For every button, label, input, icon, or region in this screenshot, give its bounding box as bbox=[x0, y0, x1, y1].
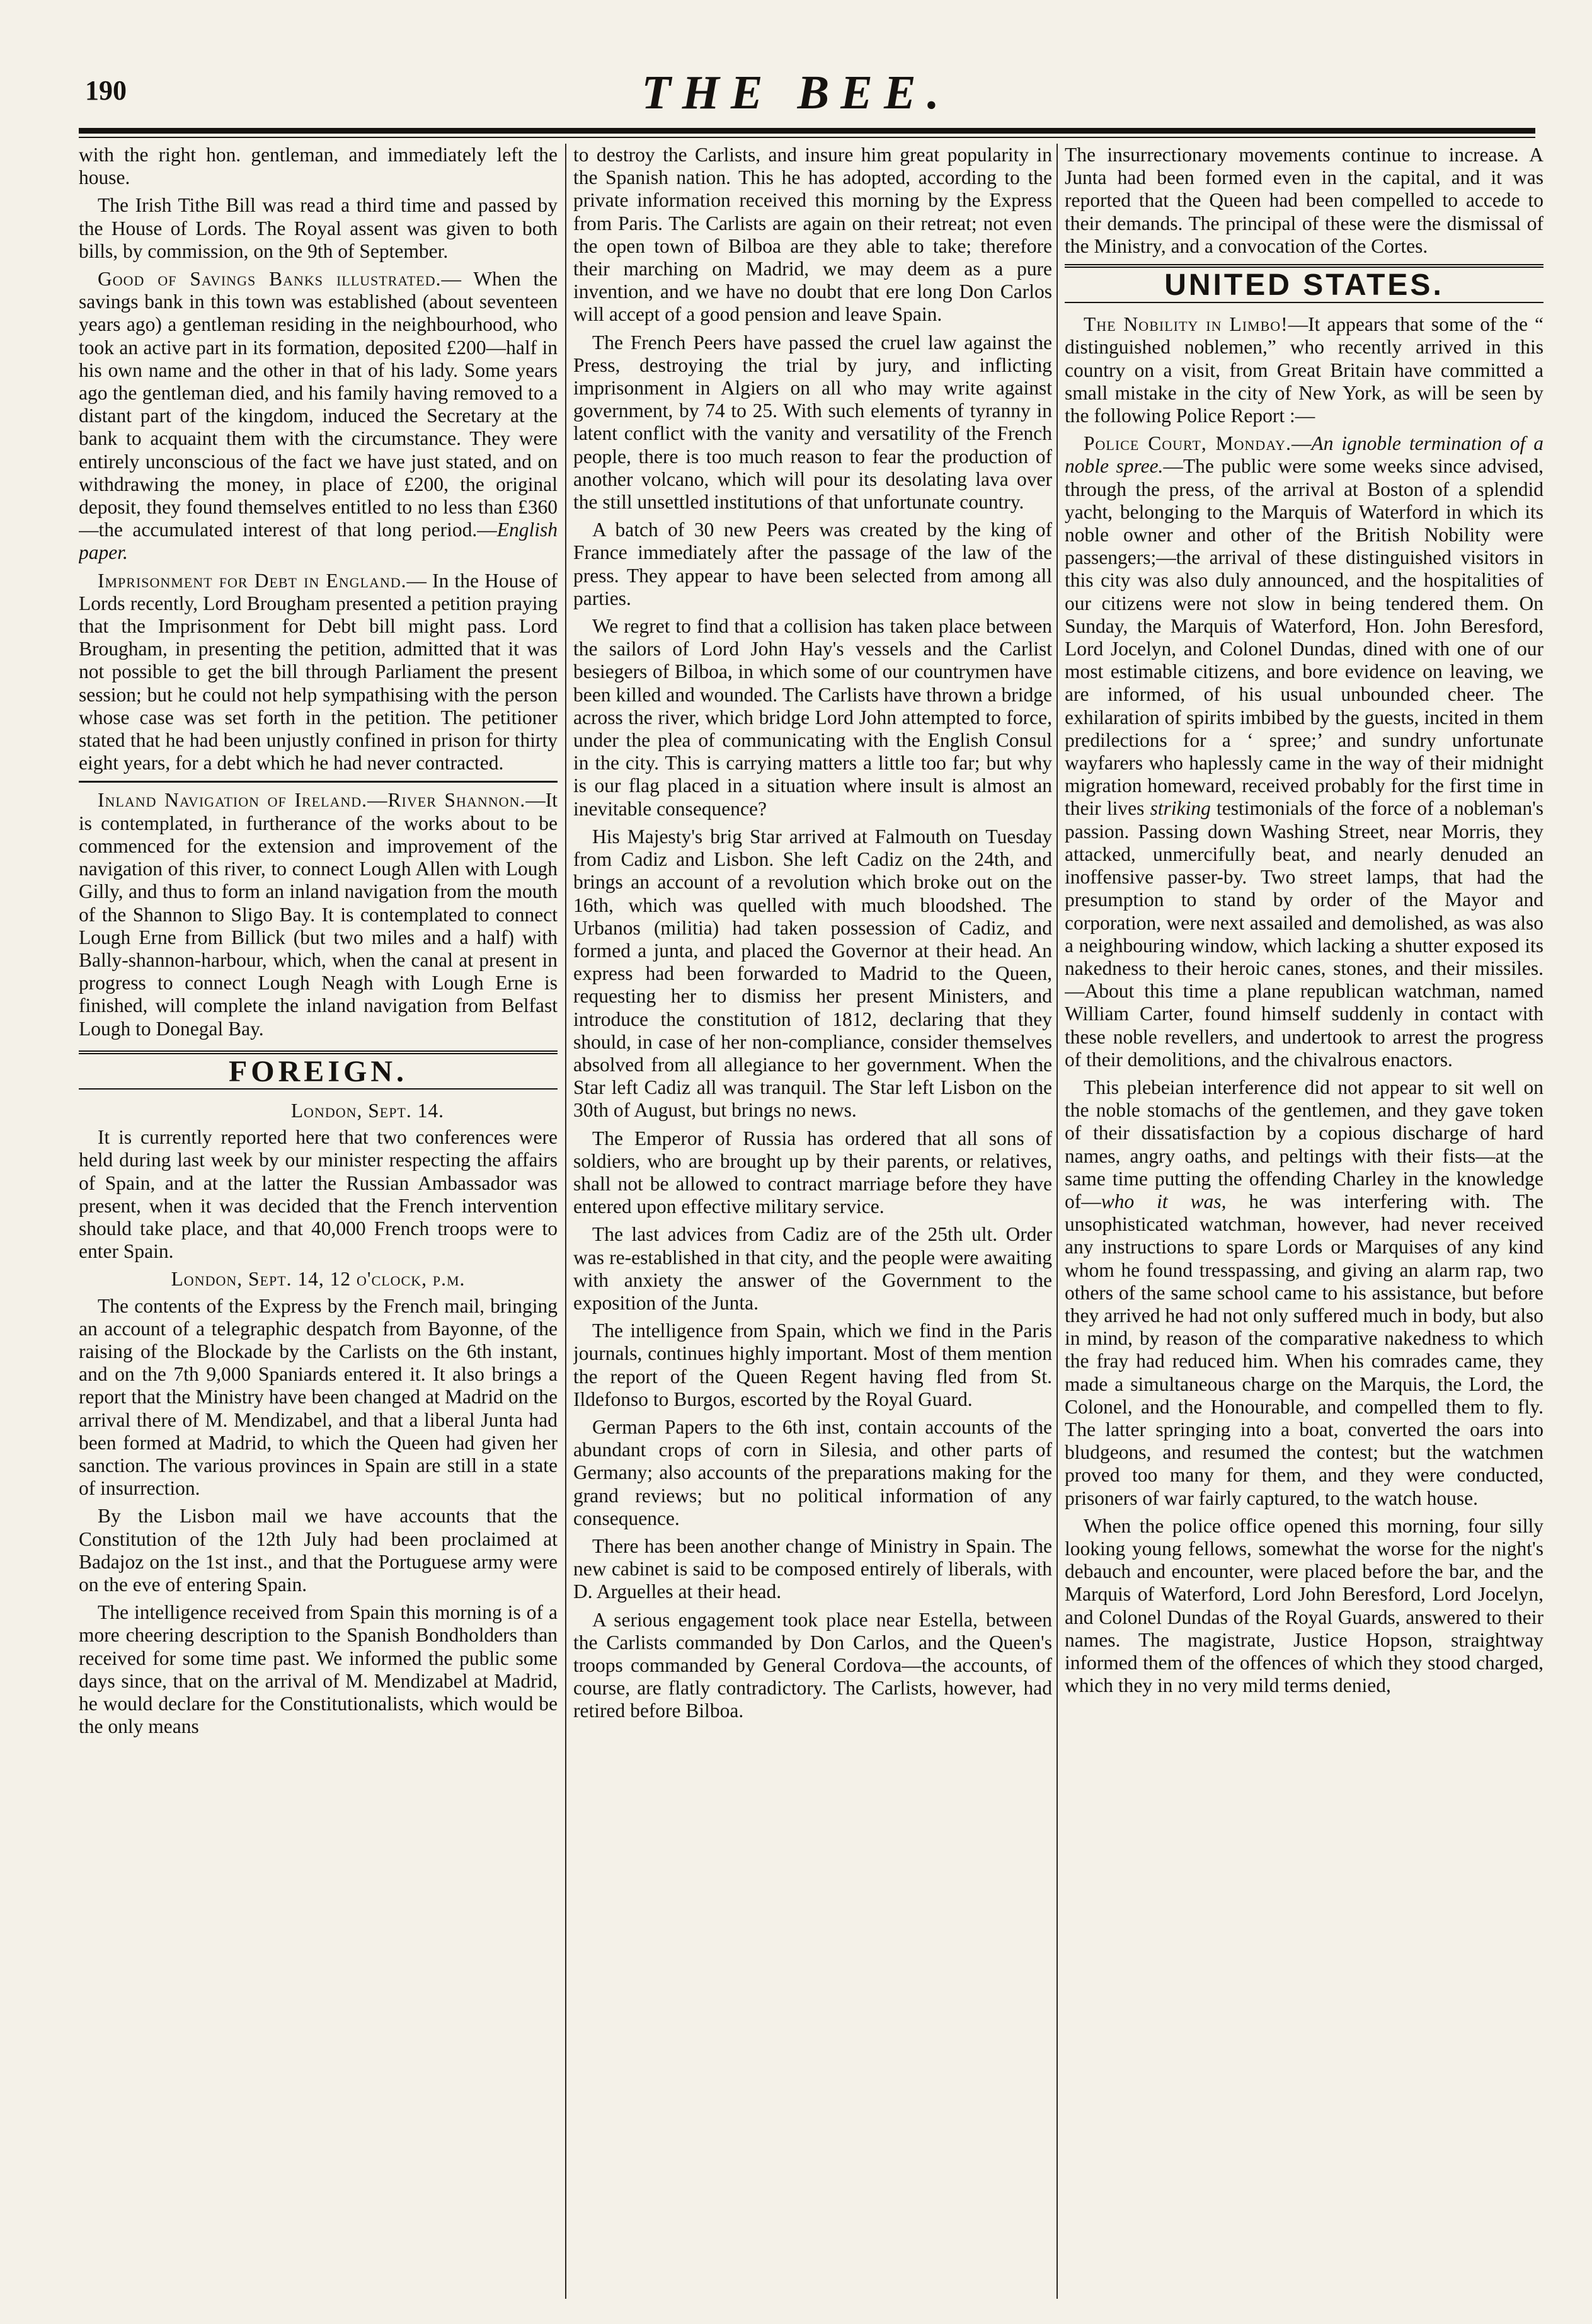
article-paragraph: The French Peers have passed the cruel law against the Press, destroying the trial by jury, and inflicting imprisonment in Algiers on all who may write against government, by 74 to 25. With such elements of tyranny in latent conflict with the vanity and versatility of the French people, there is too much reason to fear the production of another volcano, which will pour its desolating lava over the still unsettled institutions of that unfortunate country. bbox=[573, 331, 1052, 514]
section-heading-foreign: FOREIGN. bbox=[79, 1050, 558, 1090]
header-rule-thick bbox=[79, 128, 1535, 134]
article-emphasis: who it was, bbox=[1101, 1190, 1227, 1212]
article-paragraph: The last advices from Cadiz are of the 25th ult. Order was re-established in that city, and the people were awaiting with anxiety the answer of the Government to the exposition of the Junta. bbox=[573, 1223, 1052, 1314]
article-headline: Good of Savings Banks illustrated. bbox=[98, 268, 442, 290]
article-paragraph bbox=[79, 570, 558, 775]
article-paragraph: German Papers to the 6th inst, contain accounts of the abundant crops of corn in Silesia, and other parts of Germany; also accounts of the preparations making for the grand reviews; but no political information of any consequence. bbox=[573, 1415, 1052, 1529]
article-paragraph: His Majesty's brig Star arrived at Falmouth on Tuesday from Cadiz and Lisbon. She left Cadiz on the 24th, and brings an account of a revolution which broke out on the 16th, which was quelled with much bloodshed. The Urbanos (militia) had taken possession of Cadiz, and formed a junta, and placed the Governor at their head. An express had been forwarded to Madrid to the Queen, requesting her to dismiss her present Ministers, and introduce the constitution of 1812, declaring that they should, in case of her non-compliance, consider themselves absolved from all allegiance to her government. When the Star left Cadiz all was tranquil. The Star left Lisbon on the 30th of August, but brings no news. bbox=[573, 825, 1052, 1122]
article-paragraph bbox=[1065, 313, 1543, 427]
article-emphasis: striking bbox=[1150, 797, 1211, 820]
article-body: This plebeian interference did not appear to sit well on the noble stomachs of the gentlemen, and they gave token of their dissatisfaction by a copious discharge of hard names, angry oaths, and peltings with their fists—at the same time putting the offending Charley in the knowledge of— bbox=[1065, 1076, 1543, 1212]
article-paragraph: The insurrectionary movements continue to increase. A Junta had been formed even in the capital, and it was reported that the Queen had been compelled to accede to their demands. The principal of these were the dismissal of the Ministry, and a convocation of the Cortes. bbox=[1065, 144, 1543, 257]
article-body: — In the House of Lords recently, Lord Brougham presented a petition praying that the Imprisonment for Debt bill might pass. Lord Brougham, in presenting the petition, admitted that it was not possible to get the bill through Parliament the present session; but he could not help sympathising with the person whose case was set forth in the petition. The petitioner stated that he had been unjustly confined in prison for thirty eight years, for a debt which he had never contracted. bbox=[79, 569, 558, 774]
page-number: 190 bbox=[85, 75, 127, 106]
article-headline: Imprisonment for Debt in England. bbox=[98, 569, 407, 592]
article-paragraph: The intelligence from Spain, which we find in the Paris journals, continues highly important. Most of them mention the report of the Queen Regent having fled from St. Ildefonso to Burgos, escorted by the Royal Guard. bbox=[573, 1320, 1052, 1410]
column-3 bbox=[1065, 144, 1543, 2299]
article-subhead: An ignoble termination of a noble spree. bbox=[1065, 432, 1543, 478]
article-paragraph: There has been another change of Ministry in Spain. The new cabinet is said to be composed entirely of liberals, with D. Arguelles at their head. bbox=[573, 1534, 1052, 1603]
article-headline: Inland Navigation of Ireland.—River Shannon. bbox=[98, 789, 526, 812]
article-paragraph: The Irish Tithe Bill was read a third time and passed by the House of Lords. The Royal assent was given to both bills, by commission, on the 9th of September. bbox=[79, 194, 558, 262]
article-paragraph: A serious engagement took place near Estella, between the Carlists commanded by Don Carlos, and the Queen's troops commanded by General Cordova—the accounts, of course, are flatly contradictory. The Carlists, however, had retired before Bilboa. bbox=[573, 1608, 1052, 1722]
article-paragraph bbox=[1065, 1076, 1543, 1510]
article-paragraph: Police Court, Monday.—An ignoble termination of a noble spree.—The public were some weeks since advised, through the press, of the arrival at Boston of a splendid yacht, belonging to the Marquis of Waterford in which its noble owner and other of the British Nobility were passengers;—the arrival of these distinguished visitors in this city was also duly announced, and the hospitalities of our citizens were not slow in being tendered them. On Sunday, the Marquis of Waterford, Hon. John Beresford, Lord Jocelyn, and Colonel Dundas, dined with one of our most estimable citizens, and bore evidence on leaving, we are informed, of his usual unbounded cheer. The exhilaration of spirits imbibed by the guests, incited in them predilections for a ‘ spree;’ and sundry unfortunate wayfarers who haplessly came in the way of their midnight migration homeward, received probably for the first time in their lives striking testimonials of the force of a nobleman's passion. Passing down Washing Street, near Morris, they attacked, unmercifully beat, and nearly denuded an inoffensive passer-by. Two street lamps, that had the presumption to stand by order of the Mayor and corporation, were next assailed and demolished, as was also a neighbouring window, which lacking a shutter exposed its nakedness to their heroic canes, stones, and their missiles.—About this time a plane republican watchman, named William Carter, found himself suddenly in contact with these noble revellers, and undertook to arrest the progress of their demolitions, and the chivalrous enactors. bbox=[1065, 432, 1543, 1071]
article-body: —It is contemplated, in furtherance of the works about to be commenced for the extension and improvement of the navigation of this river, to connect Lough Allen with Lough Gilly, and thus to form an inland navigation from the mouth of the Shannon to Sligo Bay. It is contemplated to connect Lough Erne from Billick (but two miles and a half) with Bally-shannon-harbour, which, when the canal at present in progress to connect Lough Neagh with Lough Erne is finished, will complete the inland navigation from Belfast Lough to Donegal Bay. bbox=[79, 789, 558, 1040]
header-rule-thin bbox=[79, 137, 1535, 138]
article-paragraph: We regret to find that a collision has taken place between the sailors of Lord John Hay's vessels and the Carlist besiegers of Bilboa, in which some of our countrymen have been killed and wounded. The Carlists have thrown a bridge across the river, which bridge Lord John attempted to force, under the plea of communicating with the English Consul in the city. This is carrying matters a little too far; but why is our flag placed in a situation where insult is almost an inevitable consequence? bbox=[573, 615, 1052, 820]
section-heading-united-states: UNITED STATES. bbox=[1065, 264, 1543, 303]
article-paragraph bbox=[79, 268, 558, 565]
article-paragraph: The intelligence received from Spain this morning is of a more cheering description to the Spanish Bondholders than received for some time past. We informed the public some days since, that on the arrival of M. Mendizabel at Madrid, he would declare for the Constitutionalists, which would be the only means bbox=[79, 1601, 558, 1738]
article-paragraph: The contents of the Express by the French mail, bringing an account of a telegraphic despatch from Bayonne, of the raising of the Blockade by the Carlists on the 6th instant, and on the 7th 9,000 Spaniards entered it. It also brings a report that the Ministry have been changed at Madrid on the arrival there of M. Mendizabel, and that a liberal Junta had been formed at Madrid, to which the Queen had given her sanction. The various provinces in Spain are still in a state of insurrection. bbox=[79, 1294, 558, 1500]
article-paragraph: to destroy the Carlists, and insure him great popularity in the Spanish nation. This he has adopted, according to the private information received this morning by the Express from Paris. The Carlists are again on their retreat; not even the open town of Bilboa are they able to take; therefore their marching on Madrid, we may deem as a pure invention, and we have no doubt that ere long Don Carlos will accept of a good pension and leave Spain. bbox=[573, 144, 1052, 326]
article-body: testimonials of the force of a nobleman's passion. Passing down Washing Street, near Morris, they attacked, unmercifully beat, and nearly denuded an inoffensive passer-by. Two street lamps, that had the presumption to stand by order of the Mayor and corporation, were next assailed and demolished, as was also a neighbouring window, which lacking a shutter exposed its nakedness to their heroic canes, stones, and their missiles.—About this time a plane republican watchman, named William Carter, found himself suddenly in contact with these noble revellers, and undertook to arrest the progress of their demolitions, and the chivalrous enactors. bbox=[1065, 797, 1543, 1071]
article-body: — When the savings bank in this town was established (about seventeen years ago) a gentleman residing in the neighbourhood, who took an active part in its formation, deposited £200—half in his own name and the other in that of his lady. Some years ago the gentleman died, and his family having removed to a distant part of the kingdom, induced the Secretary at the bank to acquaint them with the circumstance. They were entirely unconscious of the fact we have just stated, and on withdrawing the money, in place of £200, the original deposit, they found themselves entitled to no less than £360—the accumulated interest of that long period.— bbox=[79, 268, 558, 541]
article-source: English paper. bbox=[79, 519, 558, 564]
article-paragraph: with the right hon. gentleman, and immediately left the house. bbox=[79, 144, 558, 189]
dateline: London, Sept. 14, 12 o'clock, p.m. bbox=[171, 1268, 466, 1291]
article-paragraph: The Emperor of Russia has ordered that all sons of soldiers, who are brought up by their parents, or relatives, shall not be allowed to contract marriage before they have entered upon effective military service. bbox=[573, 1127, 1052, 1218]
article-paragraph bbox=[79, 789, 558, 1040]
column-divider bbox=[565, 144, 566, 2299]
column-1 bbox=[79, 144, 558, 2299]
article-headline: The Nobility in Limbo! bbox=[1084, 313, 1288, 336]
article-body: —It appears that some of the “ distinguished noblemen,” who recently arrived in this country on a visit, from Great Britain have committed a small mistake in the city of New York, as will be seen by the following Police Report :— bbox=[1065, 313, 1543, 427]
article-body: he was interfering with. The unsophisticated watchman, however, had never received any instructions to spare Lords or Marquises of any kind whom he found tresspassing, and giving an alarm rap, two others of the same school came to his assistance, but before they arrived he had not only suffered much in body, but also in mind, by reason of the comparative nakedness to which the fray had reduced him. When his comrades came, they made a simultaneous charge on the Marquis, the Lord, the Colonel, and the Honourable, and compelled them to fly. The latter springing into a boat, converted the oars into bludgeons, and resumed the contest; but the watchmen proved too many for them, and they were conducted, prisoners of war fairly captured, to the watch house. bbox=[1065, 1190, 1543, 1509]
article-paragraph: By the Lisbon mail we have accounts that the Constitution of the 12th July had been proclaimed at Badajoz on the 1st inst., and that the Portuguese army were on the eve of entering Spain. bbox=[79, 1505, 558, 1596]
article-paragraph: When the police office opened this morning, four silly looking young fellows, somewhat the worse for the night's debauch and encounter, were placed before the bar, and the Marquis of Waterford, Lord John Beresford, Lord Jocelyn, and Colonel Dundas of the Royal Guards, answered to their names. The magistrate, Justice Hopson, straightway informed them of the offences of which they stood charged, which they in no very mild terms denied, bbox=[1065, 1514, 1543, 1697]
article-paragraph: It is currently reported here that two conferences were held during last week by our minister respecting the affairs of Spain, and at the latter the Russian Ambassador was present, when it was decided that the French intervention should take place, and that 40,000 French troops were to enter Spain. bbox=[79, 1126, 558, 1263]
column-divider bbox=[1057, 144, 1058, 2299]
dateline: London, Sept. 14. bbox=[290, 1099, 444, 1122]
masthead-title: THE BEE. bbox=[641, 66, 951, 119]
article-paragraph: A batch of 30 new Peers was created by the king of France immediately after the passage of the law of the press. They appear to have been selected from among all parties. bbox=[573, 519, 1052, 609]
article-separator bbox=[79, 781, 558, 783]
article-body: —The public were some weeks since advised, through the press, of the arrival at Boston of a splendid yacht, belonging to the Marquis of Waterford in which its noble owner and other of the British Nobility were passengers;—the arrival of these distinguished visitors in this city was also duly announced, and the hospitalities of our citizens were not slow in being tendered them. On Sunday, the Marquis of Waterford, Hon. John Beresford, Lord Jocelyn, and Colonel Dundas, dined with one of our most estimable citizens, and bore evidence on leaving, we are informed, of his usual unbounded cheer. The exhilaration of spirits imbibed by the guests, incited in them predilections for a ‘ spree;’ and sundry unfortunate wayfarers who haplessly came in the way of their midnight migration homeward, received probably for the first time in their lives bbox=[1065, 455, 1543, 820]
article-headline: Police Court, Monday. bbox=[1084, 432, 1291, 455]
column-2 bbox=[573, 144, 1052, 2299]
